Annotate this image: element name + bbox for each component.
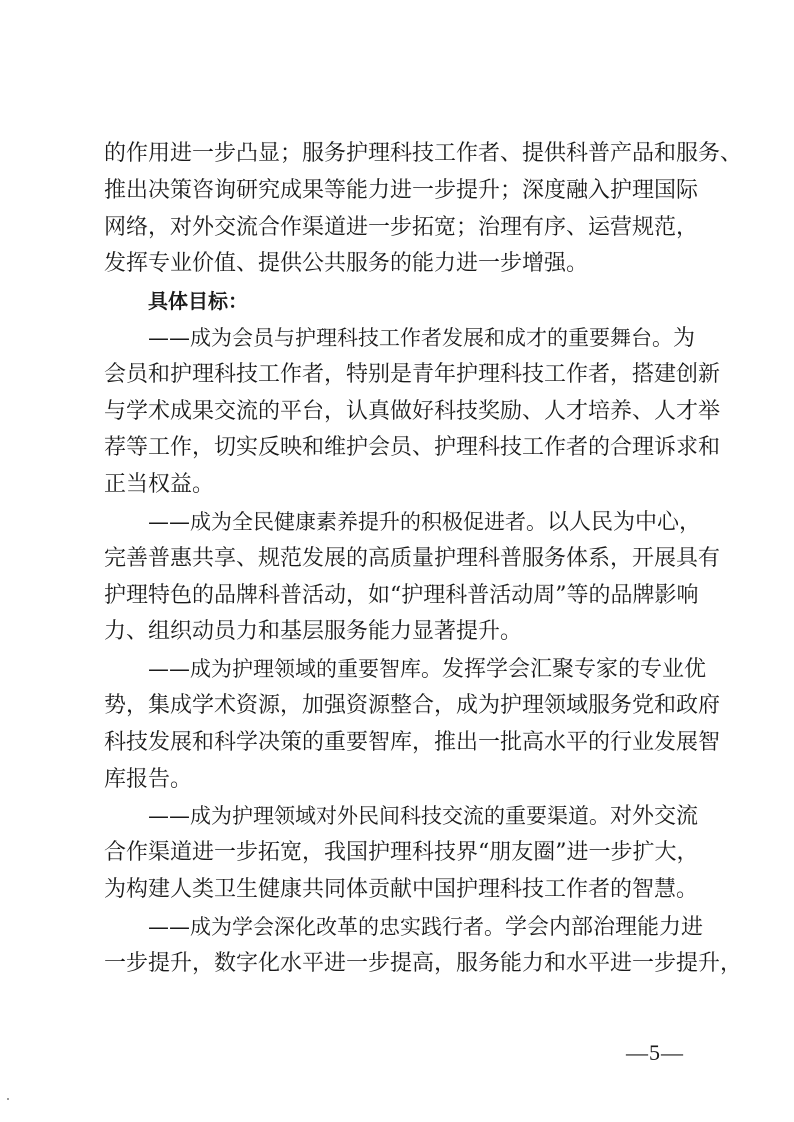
- paragraph-line: 一步提升，数字化水平进一步提高，服务能力和水平进一步提升，: [104, 950, 743, 976]
- paragraph-line: [104, 651, 707, 688]
- paragraph-line: 护理特色的品牌科普活动，如“护理科普活动周”等的品牌影响: [104, 582, 699, 608]
- paragraph-line: 会员和护理科技工作者，特别是青年护理科技工作者，搭建创新: [104, 361, 721, 387]
- paragraph-line: 网络，对外交流合作渠道进一步拓宽；治理有序、运营规范，: [104, 214, 699, 240]
- goal-title: ——成为全民健康素养提升的积极促进者。: [148, 509, 547, 534]
- goal-title: ——成为护理领域对外民间科技交流的重要渠道。: [148, 804, 610, 829]
- document-body: [104, 136, 743, 982]
- paragraph-line: 为构建人类卫生健康共同体贡献中国护理科技工作者的智慧。: [104, 876, 699, 902]
- paragraph-line: 合作渠道进一步拓宽，我国护理科技界“朋友圈”进一步扩大，: [104, 840, 699, 866]
- paragraph-text: 为: [673, 325, 696, 351]
- section-heading: 具体目标：: [148, 289, 248, 314]
- paragraph-line: 力、组织动员力和基层服务能力显著提升。: [104, 619, 523, 645]
- paragraph-line: 科技发展和科学决策的重要智库，推出一批高水平的行业发展智: [104, 729, 721, 755]
- paragraph-line: 势，集成学术资源，加强资源整合，成为护理领域服务党和政府: [104, 692, 721, 718]
- paragraph-line: 推出决策咨询研究成果等能力进一步提升；深度融入护理国际: [104, 177, 699, 203]
- paragraph-text: 发挥学会汇聚专家的专业优: [442, 657, 707, 683]
- paragraph-line: 的作用进一步凸显；服务护理科技工作者、提供科普产品和服务、: [104, 141, 743, 166]
- paragraph-line: [104, 504, 702, 541]
- page-number: —5—: [626, 1040, 684, 1065]
- paragraph-line: 正当权益。: [104, 472, 215, 498]
- paragraph-line: [104, 798, 699, 835]
- scan-speck: [7, 1098, 9, 1100]
- paragraph-line: 完善普惠共享、规范发展的高质量护理科普服务体系，开展具有: [104, 545, 721, 571]
- goal-title: ——成为学会深化改革的忠实践行者。: [148, 914, 505, 939]
- paragraph-text: 以人民为中心，: [547, 509, 702, 535]
- paragraph-line: [104, 320, 694, 357]
- goal-title: ——成为会员与护理科技工作者发展和成才的重要舞台。: [148, 325, 673, 350]
- paragraph-line: 与学术成果交流的平台，认真做好科技奖励、人才培养、人才举: [104, 398, 721, 424]
- goal-title: ——成为护理领域的重要智库。: [148, 657, 442, 682]
- paragraph-text: 对外交流: [610, 804, 699, 830]
- paragraph-line: 库报告。: [104, 766, 193, 792]
- paragraph-line: 发挥专业价值、提供公共服务的能力进一步增强。: [104, 251, 589, 277]
- paragraph-text: 学会内部治理能力进: [505, 914, 704, 940]
- paragraph-line: 荐等工作，切实反映和维护会员、护理科技工作者的合理诉求和: [104, 435, 721, 461]
- paragraph-line: [104, 909, 704, 946]
